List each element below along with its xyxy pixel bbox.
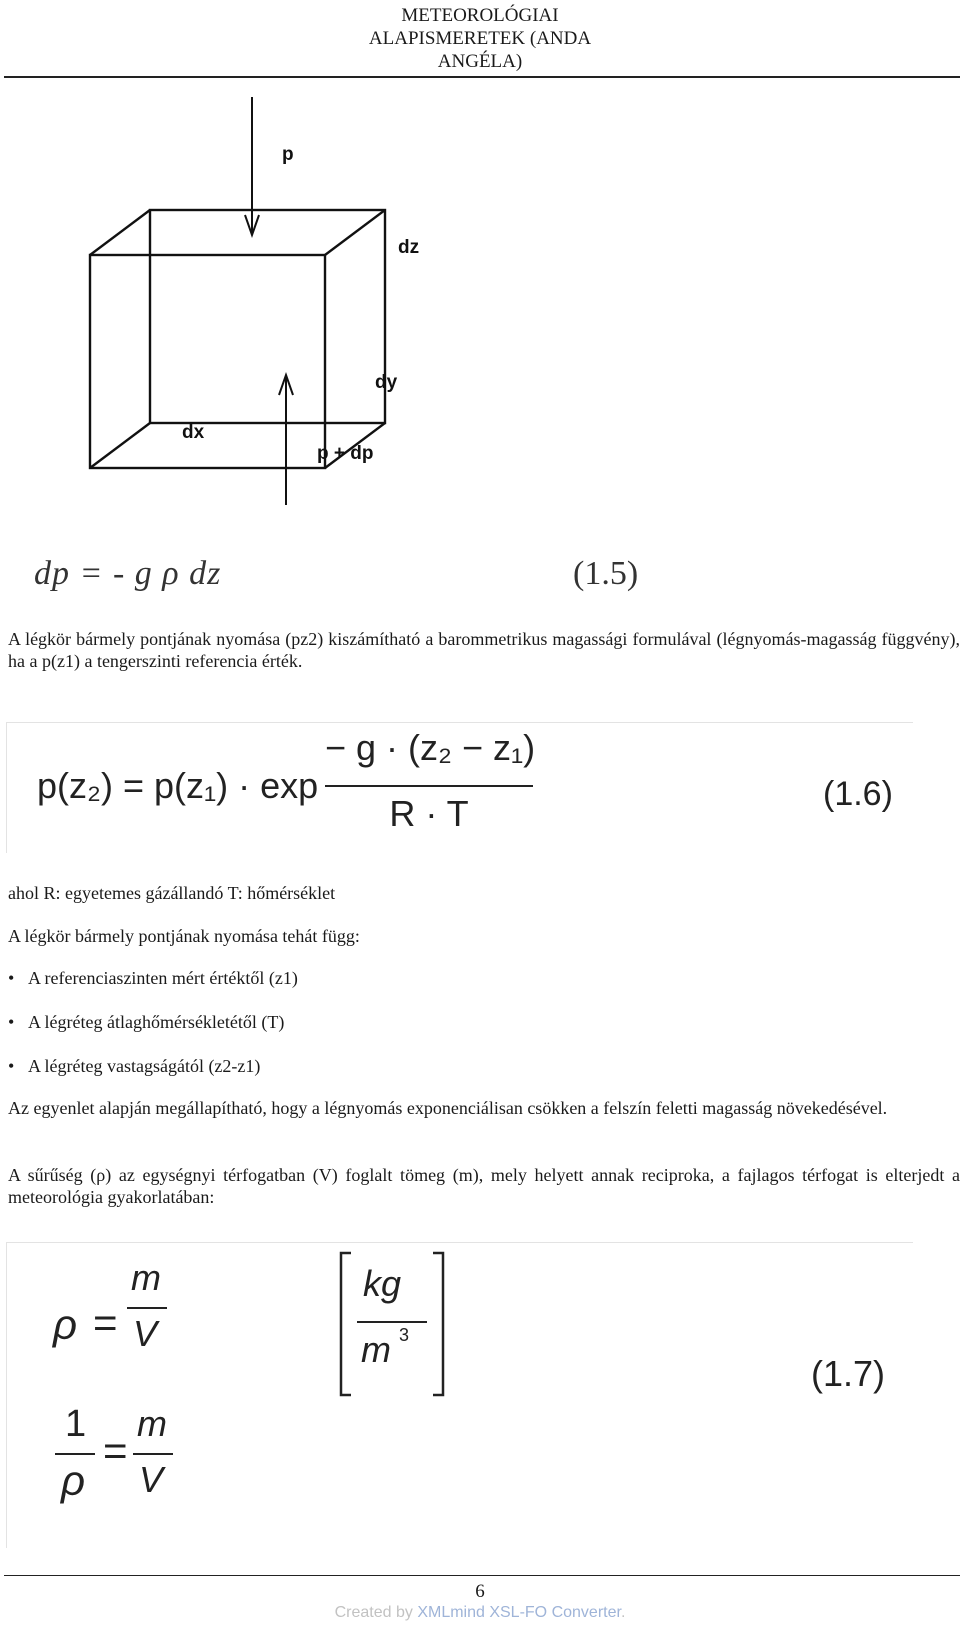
header-line-3: ANGÉLA) [437,51,523,72]
fraction-bar [55,1453,95,1455]
equals-sign: = [93,1299,118,1346]
dependency-list [8,967,948,1099]
label-p: p [282,144,294,165]
header-line-1: METEOROLÓGIAI [401,5,559,26]
footer-divider [4,1575,960,1576]
list-item-text: A légréteg átlaghőmérsékletétől (T) [28,1012,285,1032]
cube-back-face [150,210,385,423]
bullet-icon: • [8,968,15,988]
page-header [0,4,960,73]
label-dy: dy [375,372,398,393]
mass-symbol: m [137,1403,167,1444]
unit-kg: kg [363,1263,402,1304]
list-item-text: A légréteg vastagságától (z2-z1) [28,1056,261,1076]
paragraph-barometric: A légkör bármely pontjának nyomása (pz2) kiszámítható a barommetrikus magassági formulával (légnyomás-magasság függvény), ha a p(z1) a tengerszinti referencia érték. [8,629,960,671]
fraction-bar [127,1307,167,1309]
list-item [8,1055,948,1099]
label-dx: dx [182,422,205,443]
equation-1-7-number: (1.7) [811,1353,886,1394]
equals-sign: = [103,1427,128,1474]
list-item [8,967,948,1011]
equation-1-6-number: (1.6) [823,775,893,813]
bullet-icon: • [8,1012,15,1032]
fraction-bar [325,785,533,787]
credit-link[interactable]: XMLmind XSL-FO Converter [417,1604,621,1621]
pressure-cube-figure [70,85,500,505]
list-item [8,1011,948,1055]
equation-1-6-denominator: R · T [389,793,469,834]
rho-symbol: ρ [53,1301,78,1348]
volume-symbol: V [139,1459,164,1500]
equation-1-6-lhs: p(z₂) = p(z₁) · exp [37,765,319,806]
paragraph-depends: A légkör bármely pontjának nyomása tehát függ: [8,926,360,946]
rho-denominator: ρ [61,1457,86,1504]
equation-1-6-numerator: − g · (z₂ − z₁) [325,727,536,768]
fraction-bar [357,1321,427,1323]
equation-1-6 [6,722,913,853]
unit-exponent: 3 [399,1325,410,1345]
label-dz: dz [398,237,420,258]
paragraph-density: A sűrűség (ρ) az egységnyi térfogatban (V) foglalt tömeg (m), mely helyett annak reciproka, a fajlagos térfogat is elterjedt a meteorológia gyakorlatában: [8,1165,960,1207]
page-number: 6 [475,1581,485,1602]
one-numerator: 1 [65,1403,87,1445]
converter-credit [0,1604,960,1622]
equation-1-6-fraction [325,723,536,853]
cube-front-face [90,255,325,468]
bullet-icon: • [8,1056,15,1076]
fraction-bar [133,1453,173,1455]
equation-1-5-number: (1.5) [573,555,639,592]
mass-symbol: m [131,1257,161,1298]
list-item-text: A referenciaszinten mért értéktől (z1) [28,968,298,988]
paragraph-definitions: ahol R: egyetemes gázállandó T: hőmérséklet [8,883,336,903]
header-line-2: ALAPISMERETEK (ANDA [368,28,592,49]
paragraph-exponential: Az egyenlet alapján megállapítható, hogy a légnyomás exponenciálisan csökken a felszín feletti magasság növekedésével. [8,1098,888,1118]
equation-1-5: dp = - g ρ dz [34,555,222,592]
credit-prefix: Created by [334,1604,418,1621]
header-divider [4,76,960,78]
label-p-dp: p + dp [317,443,374,464]
volume-symbol: V [133,1313,158,1354]
unit-m: m [361,1329,391,1370]
equation-1-7 [6,1242,913,1548]
credit-suffix: . [620,1604,626,1621]
